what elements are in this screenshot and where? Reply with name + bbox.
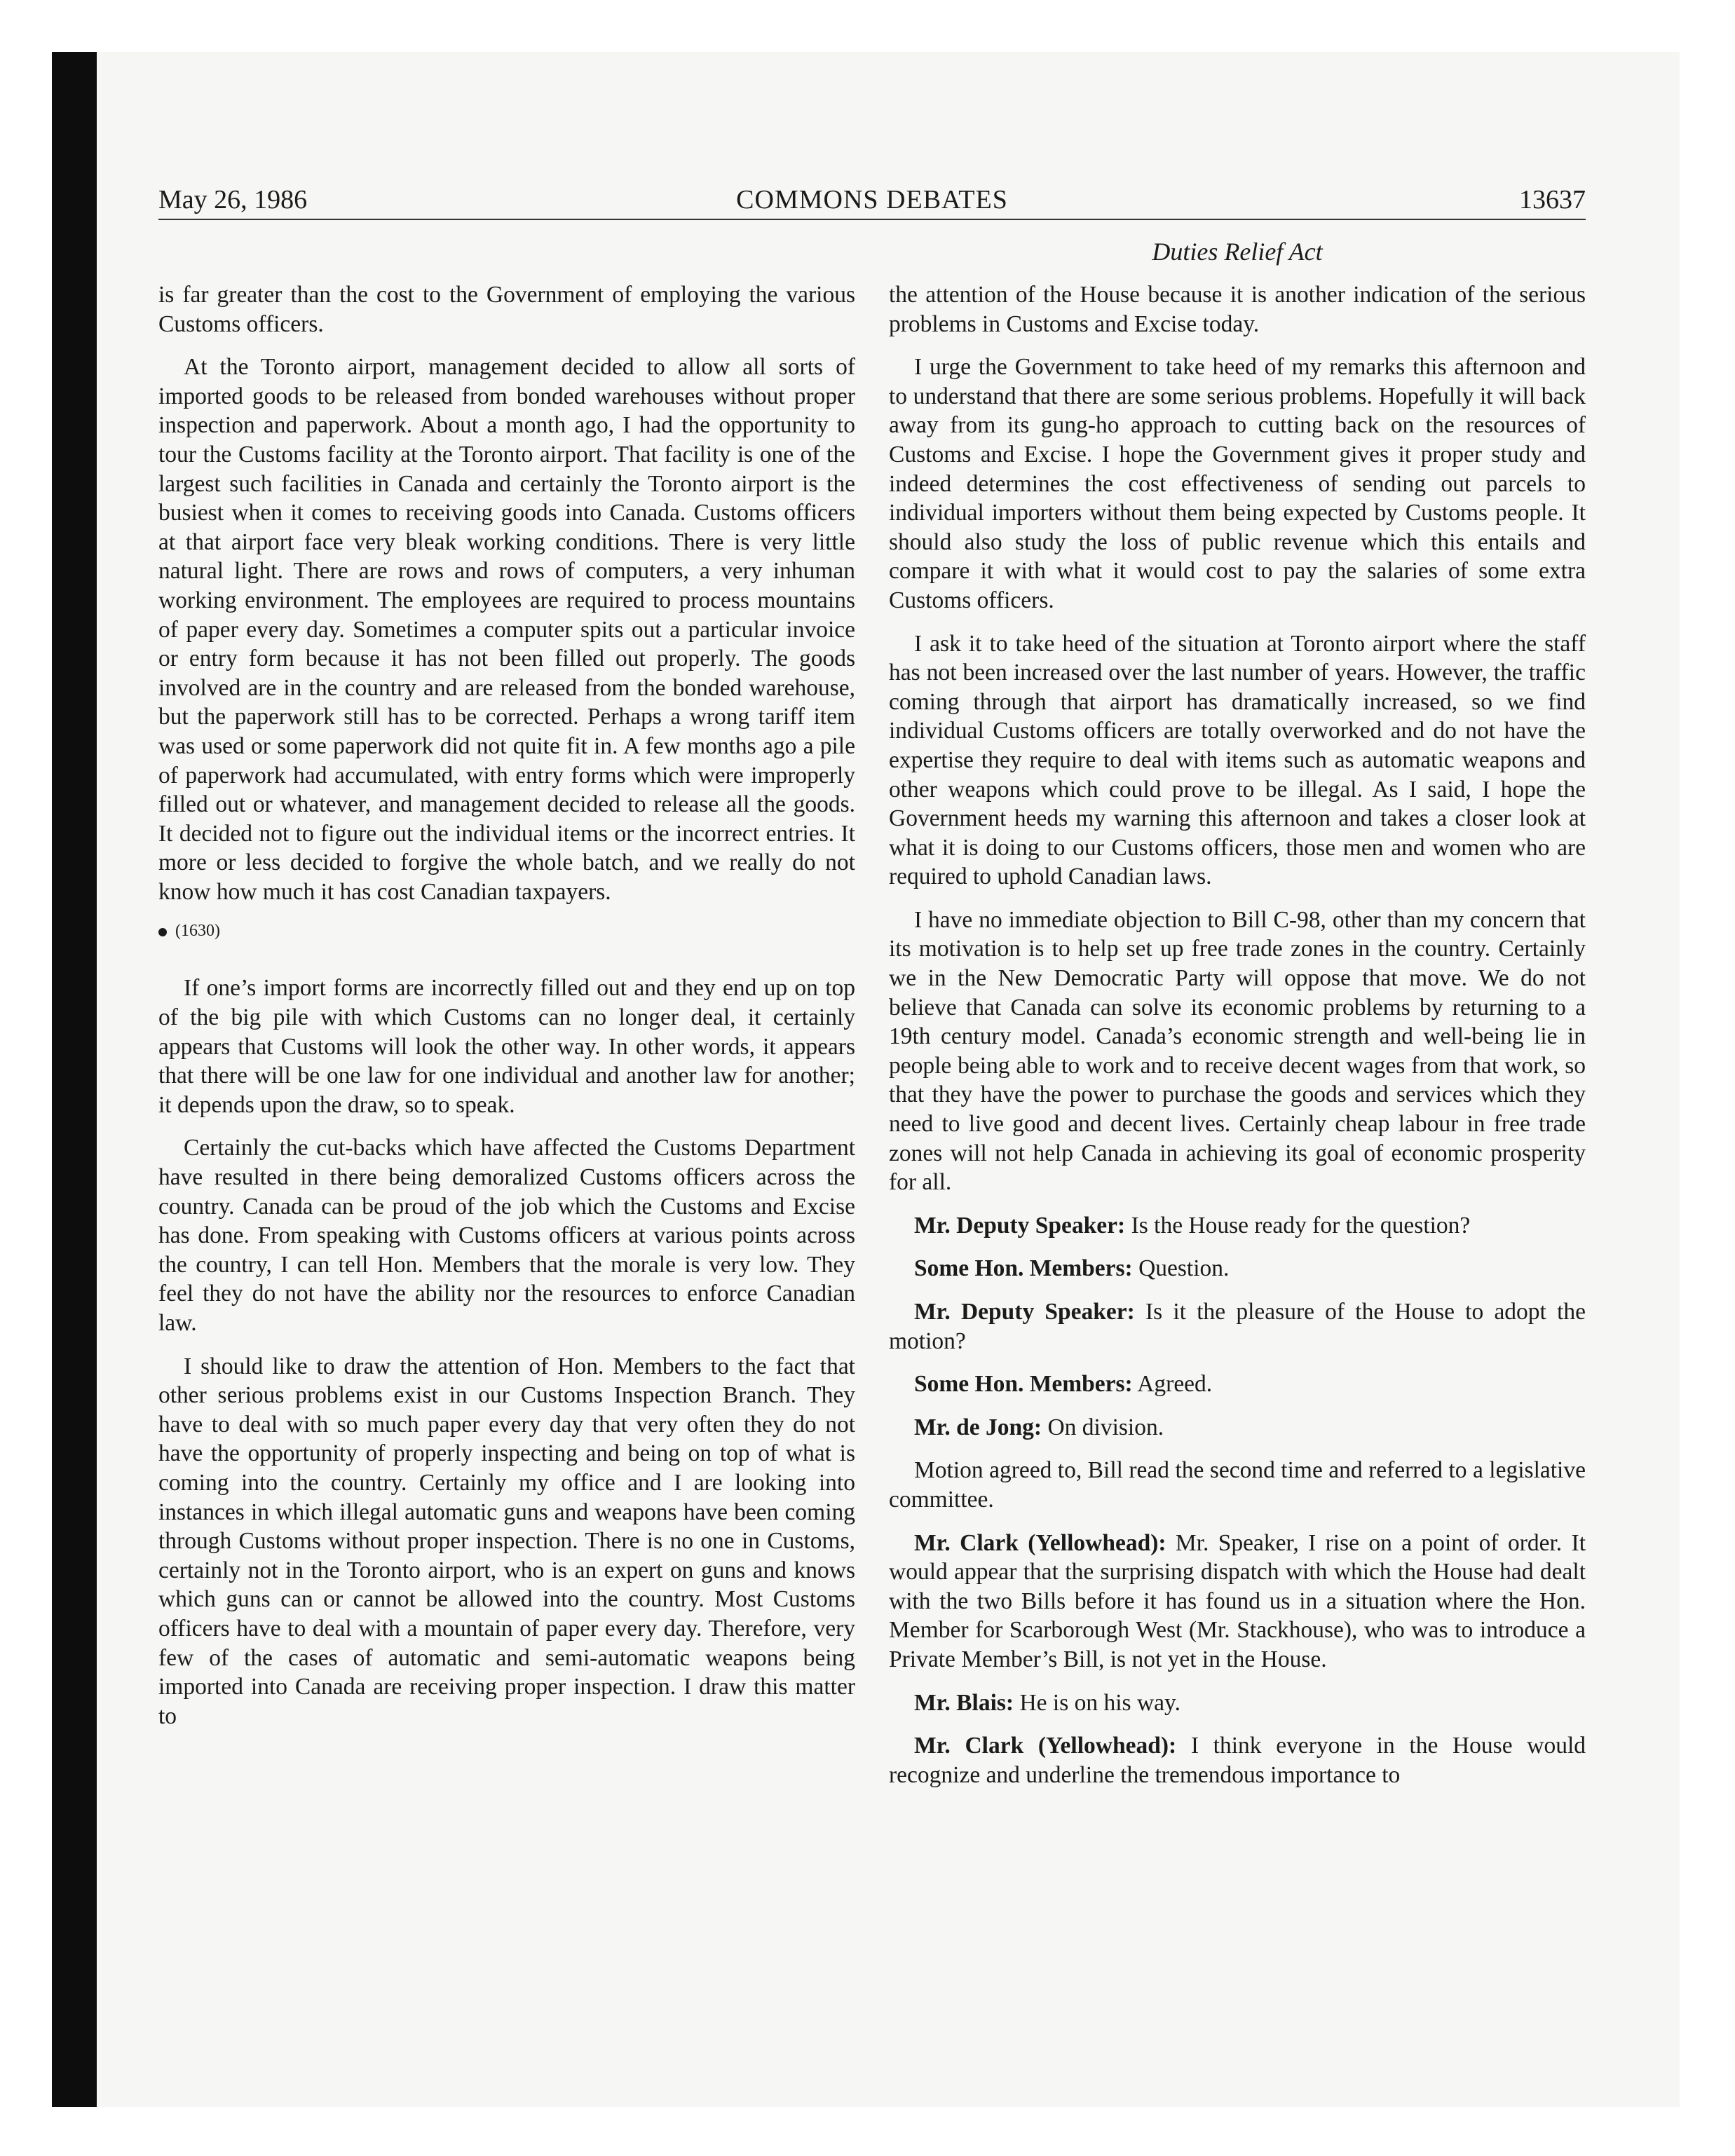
- speech-clark-1: [889, 1529, 1586, 1674]
- speech-deputy-speaker-1: [889, 1211, 1586, 1241]
- header-date: May 26, 1986: [158, 185, 308, 214]
- right-paragraph-1: the attention of the House because it is another indication of the serious problems in Customs and Excise today.: [889, 282, 1586, 337]
- right-paragraph-4: I have no immediate objection to Bill C-98, other than my concern that its motivation is to help set up free trade zones in the country. Certainly we in the New Democratic Party will oppose that move. We do not believe that Canada can solve its economic problems by returning to a 19th century model. Canada’s economic strength and well-being lie in people being able to work and to receive decent wages from that work, so that they have the power to purchase the goods and services which they need to live good and decent lives. Certainly cheap labour in free trade zones will not help Canada in achieving its goal of economic prosperity for all.: [889, 906, 1586, 1196]
- right-column: [889, 280, 1586, 1803]
- scan-binding-edge: [52, 52, 97, 2107]
- speech-text: Mr. Speaker, I rise on a point of order. It would appear that the surprising dispatch with which the House had dealt with the two Bills before it has found us in a situation where the Hon. Member for Scarborough West (Mr. Stackhouse), who was to introduce a Private Member’s Bill, is not yet in the House.: [889, 1529, 1586, 1672]
- speech-de-jong: [889, 1413, 1586, 1442]
- speech-text: Is the House ready for the question?: [1131, 1212, 1471, 1239]
- header-page-number: 13637: [1519, 185, 1586, 214]
- speaker-name: Mr. de Jong:: [914, 1414, 1042, 1440]
- running-head: Duties Relief Act: [1152, 238, 1323, 266]
- speech-text: Agreed.: [1137, 1371, 1213, 1398]
- speech-text: Is it the pleasure of the House to adopt the motion?: [889, 1299, 1586, 1354]
- left-paragraph-4: Certainly the cut-backs which have affected the Customs Department have resulted in there being demoralized Customs officers across the country. Canada can be proud of the job which the Customs and Excise has done. From speaking with Customs officers at various points across the country, I can tell Hon. Members that the morale is very low. They feel they do not have the ability nor the resources to enforce Canadian law.: [158, 1135, 855, 1336]
- right-paragraph-2: I urge the Government to take heed of my remarks this afternoon and to understand that there are some serious problems. Hopefully it will back away from its gung-ho approach to cutting back on the resources of Customs and Excise. I hope the Government gives it proper study and indeed determines the cost effectiveness of sending out parcels to individual importers without them being expected by Customs people. It should also study the loss of public revenue which this entails and compare it with what it would cost to pay the salaries of some extra Customs officers.: [889, 354, 1586, 613]
- page-header: [158, 184, 1586, 216]
- time-marker: [158, 920, 855, 941]
- speech-members-1: [889, 1254, 1586, 1283]
- speaker-name: Some Hon. Members:: [914, 1255, 1133, 1282]
- motion-result: Motion agreed to, Bill read the second time and referred to a legislative committee.: [889, 1457, 1586, 1513]
- speech-clark-2: [889, 1731, 1586, 1789]
- header-rule: [158, 219, 1586, 220]
- right-paragraph-3: I ask it to take heed of the situation at Toronto airport where the staff has not been increased over the last number of years. However, the traffic coming through that airport has dramatically increased, so we find individual Customs officers are totally overworked and do not have the expertise they require to deal with items such as automatic weapons and other weapons which could prove to be illegal. As I said, I hope the Government heeds my warning this afternoon and takes a closer look at what it is doing to our Customs officers, those men and women who are required to uphold Canadian laws.: [889, 630, 1586, 890]
- speech-text: I think everyone in the House would recognize and underline the tremendous importance to: [889, 1733, 1586, 1788]
- bullet-icon: [158, 928, 167, 936]
- speaker-name: Mr. Blais:: [914, 1689, 1014, 1716]
- speech-text: On division.: [1047, 1414, 1164, 1440]
- speech-text: He is on his way.: [1019, 1689, 1181, 1716]
- speech-members-2: [889, 1370, 1586, 1399]
- speech-text: Question.: [1138, 1255, 1230, 1282]
- speaker-name: Mr. Deputy Speaker:: [914, 1212, 1126, 1239]
- left-paragraph-1: is far greater than the cost to the Government of employing the various Customs officers.: [158, 282, 855, 337]
- speaker-name: Some Hon. Members:: [914, 1371, 1133, 1398]
- left-column: [158, 280, 855, 1745]
- header-title: COMMONS DEBATES: [736, 185, 1008, 214]
- speech-blais: [889, 1688, 1586, 1718]
- speaker-name: Mr. Deputy Speaker:: [914, 1299, 1135, 1325]
- speech-deputy-speaker-2: [889, 1297, 1586, 1356]
- speaker-name: Mr. Clark (Yellowhead):: [914, 1529, 1166, 1556]
- left-paragraph-3: If one’s import forms are incorrectly filled out and they end up on top of the big pile with which Customs can no longer deal, it certainly appears that Customs will look the other way. In other words, it appears that there will be one law for one individual and another law for another; it depends upon the draw, so to speak.: [158, 975, 855, 1118]
- left-paragraph-2: At the Toronto airport, management decided to allow all sorts of imported goods to be released from bonded warehouses without proper inspection and paperwork. About a month ago, I had the opportunity to tour the Customs facility at the Toronto airport. That facility is one of the largest such facilities in Canada and certainly the Toronto airport is the busiest when it comes to receiving goods into Canada. Customs officers at that airport face very bleak working conditions. There is very little natural light. There are rows and rows of computers, a very inhuman working environment. The employees are required to process mountains of paper every day. Sometimes a computer spits out a particular invoice or entry form because it has not been filled out properly. The goods involved are in the country and are released from the bonded warehouse, but the paperwork still has to be corrected. Perhaps a wrong tariff item was used or some paperwork did not quite fit in. A few months ago a pile of paperwork had accumulated, with entry forms which were improperly filled out or whatever, and management decided to release all the goods. It decided not to figure out the individual items or the incorrect entries. It more or less decided to forgive the whole batch, and we really do not know how much it has cost Canadian taxpayers.: [158, 354, 855, 905]
- left-paragraph-5: I should like to draw the attention of Hon. Members to the fact that other serious problems exist in our Customs Inspection Branch. They have to deal with so much paper every day that very often they do not have the opportunity of properly inspecting and being on top of what is coming into the country. Certainly my office and I are looking into instances in which illegal automatic guns and weapons have been coming through Customs without proper inspection. There is no one in Customs, certainly not in the Toronto airport, who is an expert on guns and knows which guns can or cannot be allowed into the country. Most Customs officers have to deal with a mountain of paper every day. Therefore, very few of the cases of automatic and semi-automatic weapons being imported into Canada are receiving proper inspection. I draw this matter to: [158, 1353, 855, 1729]
- speaker-name: Mr. Clark (Yellowhead):: [914, 1733, 1177, 1759]
- time-marker-label: (1630): [175, 922, 220, 941]
